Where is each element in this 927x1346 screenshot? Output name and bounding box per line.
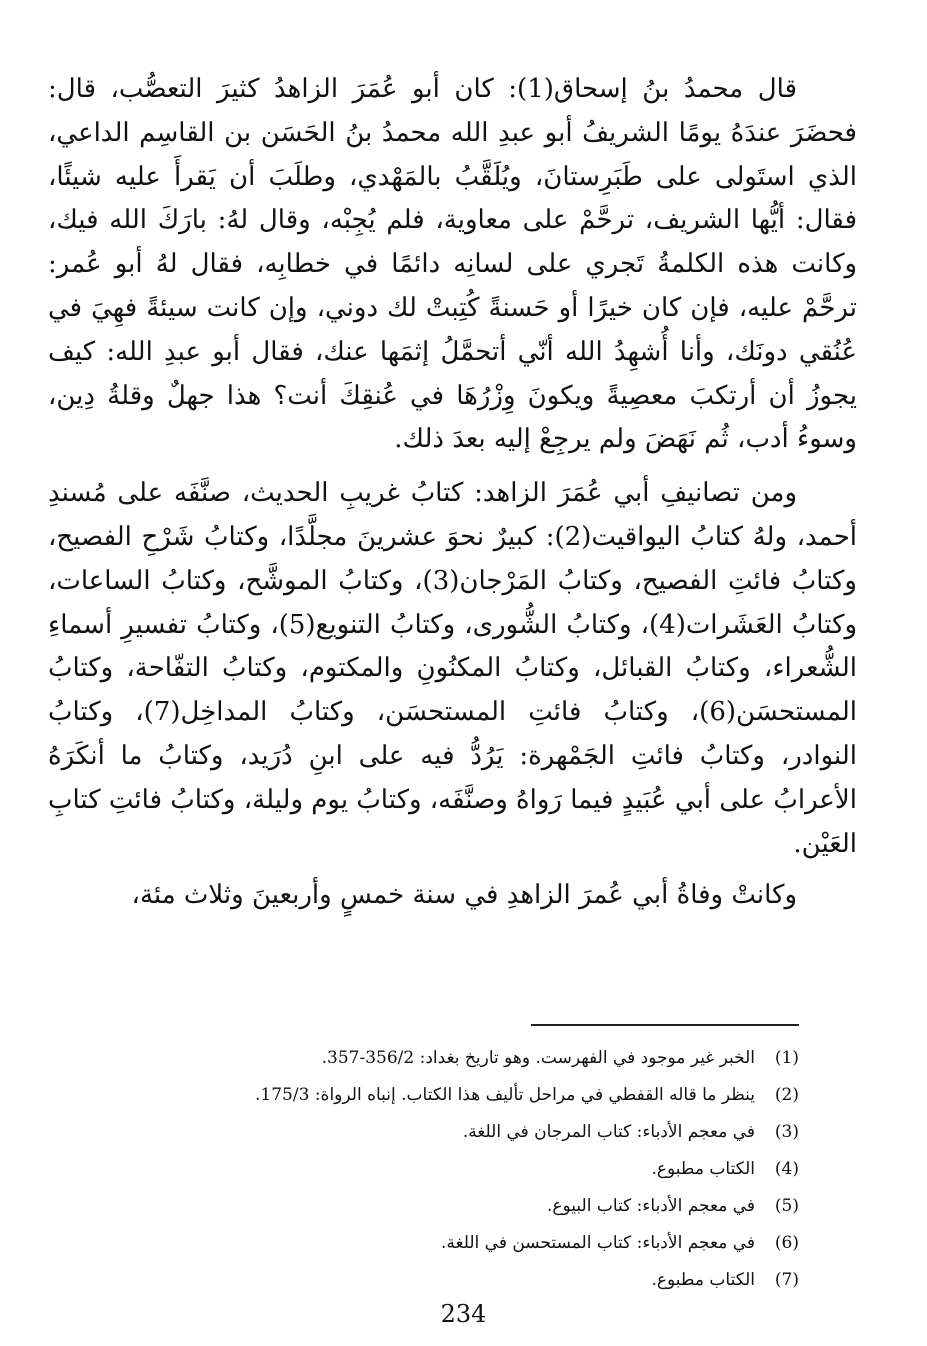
- footnote-text: الخبر غير موجود في الفهرست. وهو تاريخ بغداد: 356/2-357.: [321, 1048, 755, 1068]
- footnote-number: (3): [774, 1122, 799, 1142]
- footnote-item: [99, 1151, 799, 1188]
- paragraph: قال محمدُ بنُ إسحاق(1): كان أبو عُمَرَ الزاهدُ كثيرَ التعصُّب، قال: فحضَرَ عندَهُ يومًا الشريفُ أبو عبدِ الله محمدُ بنُ الحَسَن بن القاسِم الداعي، الذي استَولى على طَبَرِستانَ، ويُلَقَّبُ بالمَهْدي، وطلَبَ أن يَقرأَ عليه شيئًا، فقال: أيُّها الشريف، ترحَّمْ على معاوية، فلم يُجِبْه، وقال لهُ: بارَكَ الله فيك، وكانت هذه الكلمةُ تَجري على لسانِه دائمًا في خطابِه، فقال لهُ أبو عُمر: ترحَّمْ عليه، فإن كان خيرًا أو حَسنةً كُتِبتْ لك دوني، وإن كانت سيئةً فهِيَ في عُنُقي دونَك، وأنا أُشهِدُ الله أنّي أتحمَّلُ إثمَها عنك، فقال أبو عبدِ الله: كيف يجوزُ أن أرتكبَ معصِيةً ويكونَ وِزْرُهَا في عُنقِكَ أنت؟ هذا جهلٌ وقلةُ دِين، وسوءُ أدب، ثُم نَهَضَ ولم يرجِعْ إليه بعدَ ذلك.: [48, 74, 857, 455]
- footnote-text: في معجم الأدباء: كتاب المستحسن في اللغة.: [441, 1233, 755, 1253]
- footnote-text: ينظر ما قاله القفطي في مراحل تأليف هذا الكتاب. إنباه الرواة: 175/3.: [255, 1085, 755, 1105]
- page-number: 234: [440, 1300, 487, 1328]
- footnote-number: (1): [774, 1048, 799, 1068]
- footnote-number: (4): [774, 1159, 799, 1179]
- footnote-number: (7): [774, 1270, 799, 1290]
- footnote-item: [99, 1225, 799, 1262]
- footnote-text: في معجم الأدباء: كتاب المرجان في اللغة.: [462, 1122, 755, 1142]
- footnote-number: (6): [774, 1233, 799, 1253]
- footnotes-list: [99, 1040, 799, 1299]
- footnote-text: الكتاب مطبوع.: [651, 1159, 755, 1179]
- paragraph: ومن تصانيفِ أبي عُمَرَ الزاهد: كتابُ غريبِ الحديث، صنَّفَه على مُسندِ أحمد، ولهُ كتابُ اليواقيت(2): كبيرٌ نحوَ عشرينَ مجلَّدًا، وكتابُ شَرْحِ الفصيح، وكتابُ فائتِ الفصيح، وكتابُ المَرْجان(3)، وكتابُ الموشَّح، وكتابُ الساعات، وكتابُ العَشَرات(4)، وكتابُ الشُّورى، وكتابُ التنويع(5)، وكتابُ تفسيرِ أسماءِ الشُّعراء، وكتابُ القبائل، وكتابُ المكنُونِ والمكتوم، وكتابُ التفّاحة، وكتابُ المستحسَن(6)، وكتابُ فائتِ المستحسَن، وكتابُ المداخِل(7)، وكتابُ النوادر، وكتابُ فائتِ الجَمْهرة: يَرُدُّ فيه على ابنِ دُرَيد، وكتابُ ما أنكَرَهُ الأعرابُ على أبي عُبَيدٍ فيما رَواهُ وصنَّفَه، وكتابُ يوم وليلة، وكتابُ فائتِ كتابِ العَيْن.: [48, 478, 858, 859]
- footnote-item: [99, 1262, 799, 1299]
- footnote-item: [99, 1114, 799, 1151]
- footnote-divider: [531, 1024, 799, 1026]
- body-text: [48, 68, 857, 918]
- footnote-text: الكتاب مطبوع.: [651, 1270, 755, 1290]
- footnote-item: [99, 1077, 799, 1114]
- paragraph: وكانتْ وفاةُ أبي عُمرَ الزاهدِ في سنة خمسٍ وأربعينَ وثلاث مئة،: [131, 880, 797, 911]
- footnote-item: [99, 1188, 799, 1225]
- footnote-text: في معجم الأدباء: كتاب البيوع.: [546, 1196, 755, 1216]
- footnote-number: (2): [774, 1085, 799, 1105]
- footnote-number: (5): [774, 1196, 799, 1216]
- footnote-item: [99, 1040, 799, 1077]
